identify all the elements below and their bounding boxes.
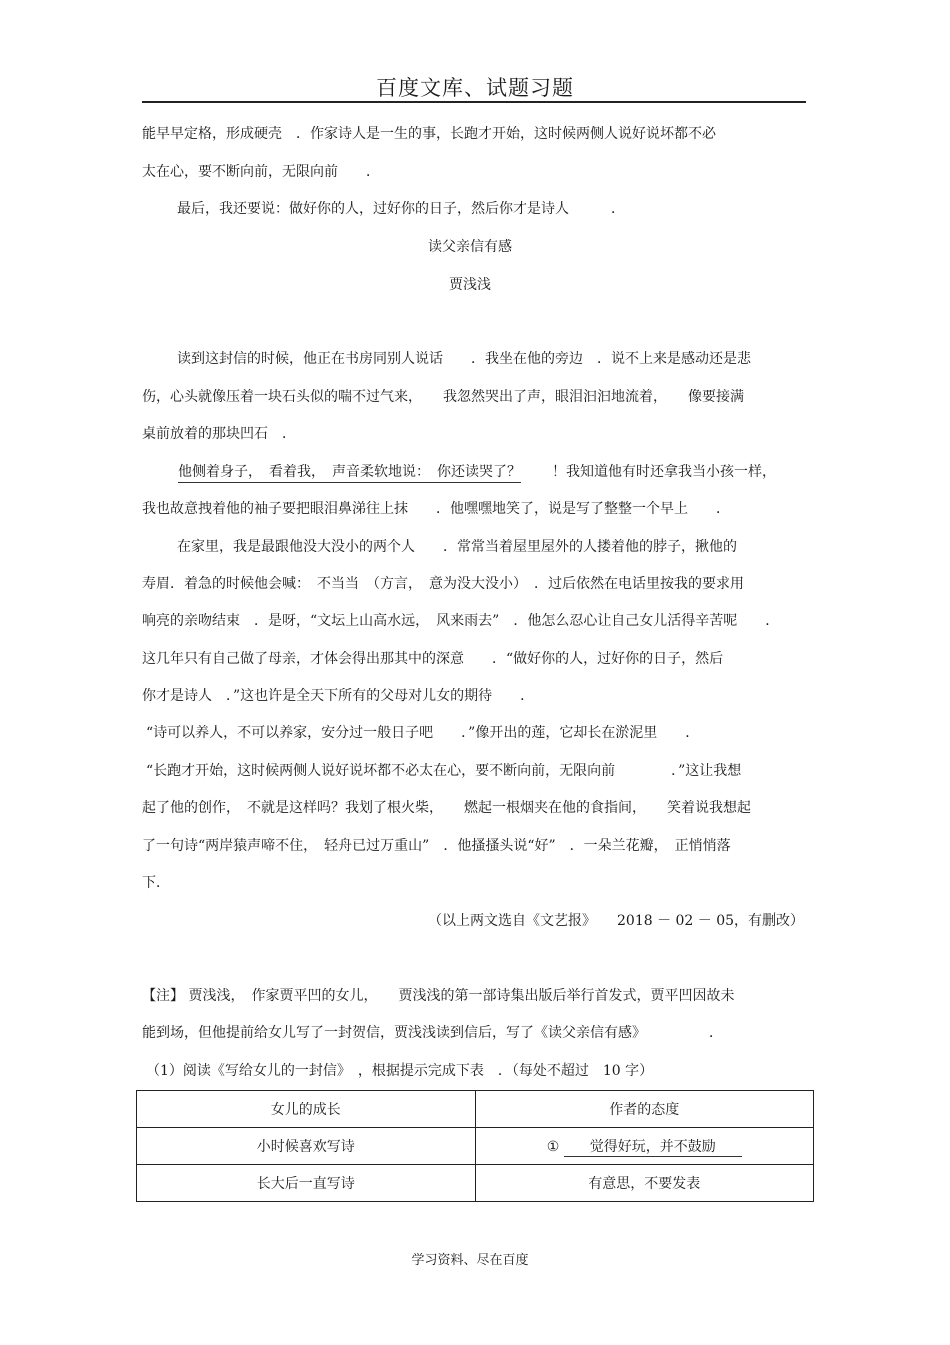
article-line: 这几年只有自己做了母亲，才体会得出那其中的深意 ．“做好你的人，过好你的日子，然后 — [142, 651, 724, 667]
table-row — [137, 1165, 814, 1202]
source-citation: （以上两文选自《文艺报》 2018 － 02 － 05，有删改） — [428, 913, 805, 929]
intro-line: 能早早定格，形成硬壳 ．作家诗人是一生的事，长跑才开始，这时候两侧人说好说坏都不必 — [142, 126, 716, 142]
article-line: 你才是诗人 ．”这也许是全天下所有的父母对儿女的期待 ． — [142, 688, 535, 704]
table-cell: 有意思，不要发表 — [475, 1165, 814, 1202]
article-line: 起了他的创作， 不就是这样吗？我划了根火柴， 燃起一根烟夹在他的食指间， 笑着说我想起 — [142, 800, 751, 816]
article-line: 响亮的亲吻结束 ．是呀，“文坛上山高水远， 风来雨去” ．他怎么忍心让自己女儿活得辛苦呢 ． — [142, 613, 780, 629]
intro-line: 最后，我还要说：做好你的人，过好你的日子，然后你才是诗人 ． — [149, 201, 625, 217]
article-line: 伤，心头就像压着一块石头似的喘不过气来， 我忽然哭出了声，眼泪汩汩地流着， 像要接满 — [142, 389, 744, 405]
article-line: 寿眉．着急的时候他会喊： 不当当 （方言， 意为没大没小） ．过后依然在电话里按我的要求用 — [142, 576, 744, 592]
answer-blank: 觉得好玩，并不鼓励 — [564, 1136, 742, 1157]
table-header-cell: 作者的态度 — [475, 1091, 814, 1128]
header-divider — [142, 101, 806, 103]
table-header-row — [137, 1091, 814, 1128]
table-row — [137, 1128, 814, 1165]
answer-table — [136, 1090, 814, 1202]
article-line: ！我知道他有时还拿我当小孩一样， — [552, 464, 776, 480]
note-line: 能到场，但他提前给女儿写了一封贺信，贾浅浅读到信后，写了《读父亲信有感》 ． — [142, 1025, 723, 1041]
page-title: 百度文库、试题习题 — [376, 76, 574, 100]
table-cell — [475, 1128, 814, 1165]
intro-line: 太在心，要不断向前，无限向前 ． — [142, 164, 380, 180]
article-line: 桌前放着的那块凹石 ． — [142, 426, 296, 442]
article-title: 读父亲信有感 — [428, 239, 512, 255]
article-line: 下． — [142, 875, 170, 891]
blank-marker: ① — [546, 1138, 560, 1155]
article-line: “长跑才开始，这时候两侧人说好说坏都不必太在心，要不断向前，无限向前 ．”这让我想 — [146, 763, 742, 779]
article-line: 我也故意拽着他的袖子要把眼泪鼻涕往上抹 ．他嘿嘿地笑了，说是写了整整一个早上 ． — [142, 501, 730, 517]
underlined-quote: 他侧着身子， 看着我， 声音柔软地说： 你还读哭了？ — [178, 462, 521, 483]
note-line: 【注】 贾浅浅， 作家贾平凹的女儿， 贾浅浅的第一部诗集出版后举行首发式，贾平凹因故未 — [142, 988, 735, 1004]
article-line: 在家里，我是最跟他没大没小的两个人 ．常常当着屋里屋外的人搂着他的脖子，揪他的 — [149, 539, 737, 555]
article-line: 了一句诗“两岸猿声啼不住， 轻舟已过万重山” ．他搔搔头说“好” ．一朵兰花瓣， 正悄悄落 — [142, 838, 731, 854]
article-line: “诗可以养人，不可以养家，安分过一般日子吧 ．”像开出的莲，它却长在淤泥里 ． — [146, 725, 700, 741]
footer-text: 学习资料、尽在百度 — [411, 1253, 529, 1268]
question-prompt: （1）阅读《写给女儿的一封信》 ，根据提示完成下表 ．（每处不超过 10 字） — [146, 1063, 654, 1079]
article-author: 贾浅浅 — [449, 277, 491, 293]
table-cell: 长大后一直写诗 — [137, 1165, 476, 1202]
table-cell: 小时候喜欢写诗 — [137, 1128, 476, 1165]
article-line: 读到这封信的时候，他正在书房同别人说话 ．我坐在他的旁边 ．说不上来是感动还是悲 — [149, 351, 751, 367]
table-header-cell: 女儿的成长 — [137, 1091, 476, 1128]
